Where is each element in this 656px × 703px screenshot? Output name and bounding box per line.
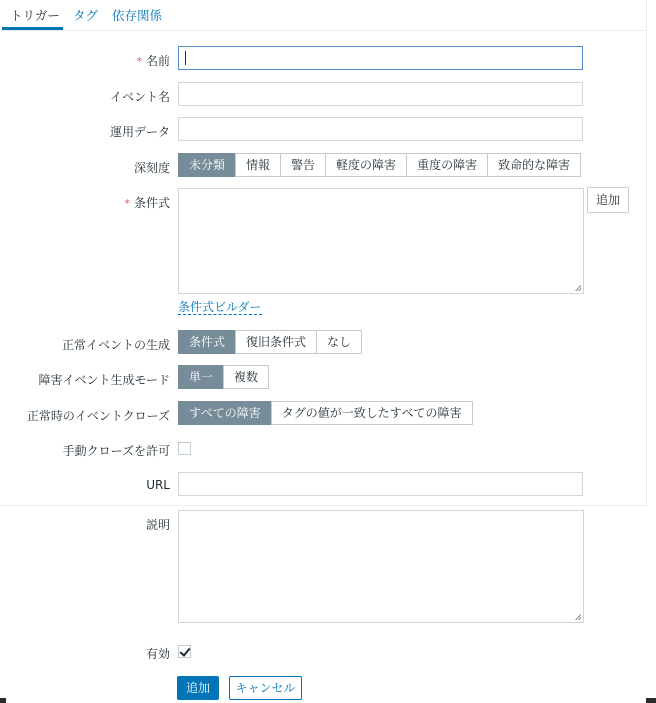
required-mark: * [124,197,130,210]
ok-event-recovery-expression[interactable]: 復旧条件式 [235,330,317,354]
background-edge [646,698,656,703]
description-label: 説明 [145,518,170,532]
manual-close-label: 手動クローズを許可 [62,444,170,458]
tab-tags[interactable]: タグ [73,8,99,23]
ok-event-expression[interactable]: 条件式 [178,330,236,354]
ok-event-generation-label: 正常イベントの生成 [61,338,170,352]
ok-closes-tag-match[interactable]: タグの値が一致したすべての障害 [271,401,473,425]
ok-event-generation-segmented [178,330,362,354]
resize-grip-icon[interactable] [575,285,581,291]
event-name-input[interactable] [178,82,583,106]
tab-bar [0,0,646,31]
submit-button[interactable]: 追加 [177,676,219,700]
severity-disaster[interactable]: 致命的な障害 [487,153,581,177]
description-textarea[interactable] [178,510,584,623]
severity-segmented [178,153,581,177]
manual-close-checkbox[interactable] [178,442,191,455]
text-caret [185,51,186,65]
event-name-label: イベント名 [109,90,170,104]
problem-event-mode-label: 障害イベント生成モード [38,373,170,387]
severity-label: 深刻度 [133,161,170,175]
severity-not-classified[interactable]: 未分類 [178,153,236,177]
name-input[interactable] [178,46,583,70]
url-label: URL [146,478,170,492]
expression-textarea[interactable] [178,188,584,294]
operational-data-label: 運用データ [109,125,170,139]
expression-builder-link[interactable]: 条件式ビルダー [178,300,262,314]
ok-closes-all-problems[interactable]: すべての障害 [178,401,272,425]
problem-event-mode-segmented [178,365,269,389]
problem-mode-single[interactable]: 単一 [178,365,224,389]
severity-information[interactable]: 情報 [235,153,281,177]
resize-grip-icon[interactable] [575,614,581,620]
name-label: * 名前 [136,54,170,68]
problem-mode-multiple[interactable]: 複数 [223,365,269,389]
severity-warning[interactable]: 警告 [280,153,326,177]
cancel-button[interactable]: キャンセル [229,676,302,700]
background-edge [0,698,6,703]
severity-high[interactable]: 重度の障害 [406,153,488,177]
required-mark: * [136,55,142,68]
operational-data-input[interactable] [178,117,583,141]
url-input[interactable] [178,472,583,496]
checkmark-icon [179,645,190,657]
expression-label: * 条件式 [124,196,170,210]
enabled-checkbox[interactable] [178,645,191,658]
add-expression-button[interactable]: 追加 [587,187,629,213]
tab-dependencies[interactable]: 依存関係 [112,8,163,23]
ok-event-closes-segmented [178,401,473,425]
ok-event-none[interactable]: なし [316,330,362,354]
enabled-label: 有効 [145,647,170,661]
severity-average[interactable]: 軽度の障害 [325,153,407,177]
ok-event-closes-label: 正常時のイベントクローズ [26,409,170,423]
active-tab-indicator [2,27,63,30]
tab-trigger[interactable]: トリガー [10,8,60,23]
